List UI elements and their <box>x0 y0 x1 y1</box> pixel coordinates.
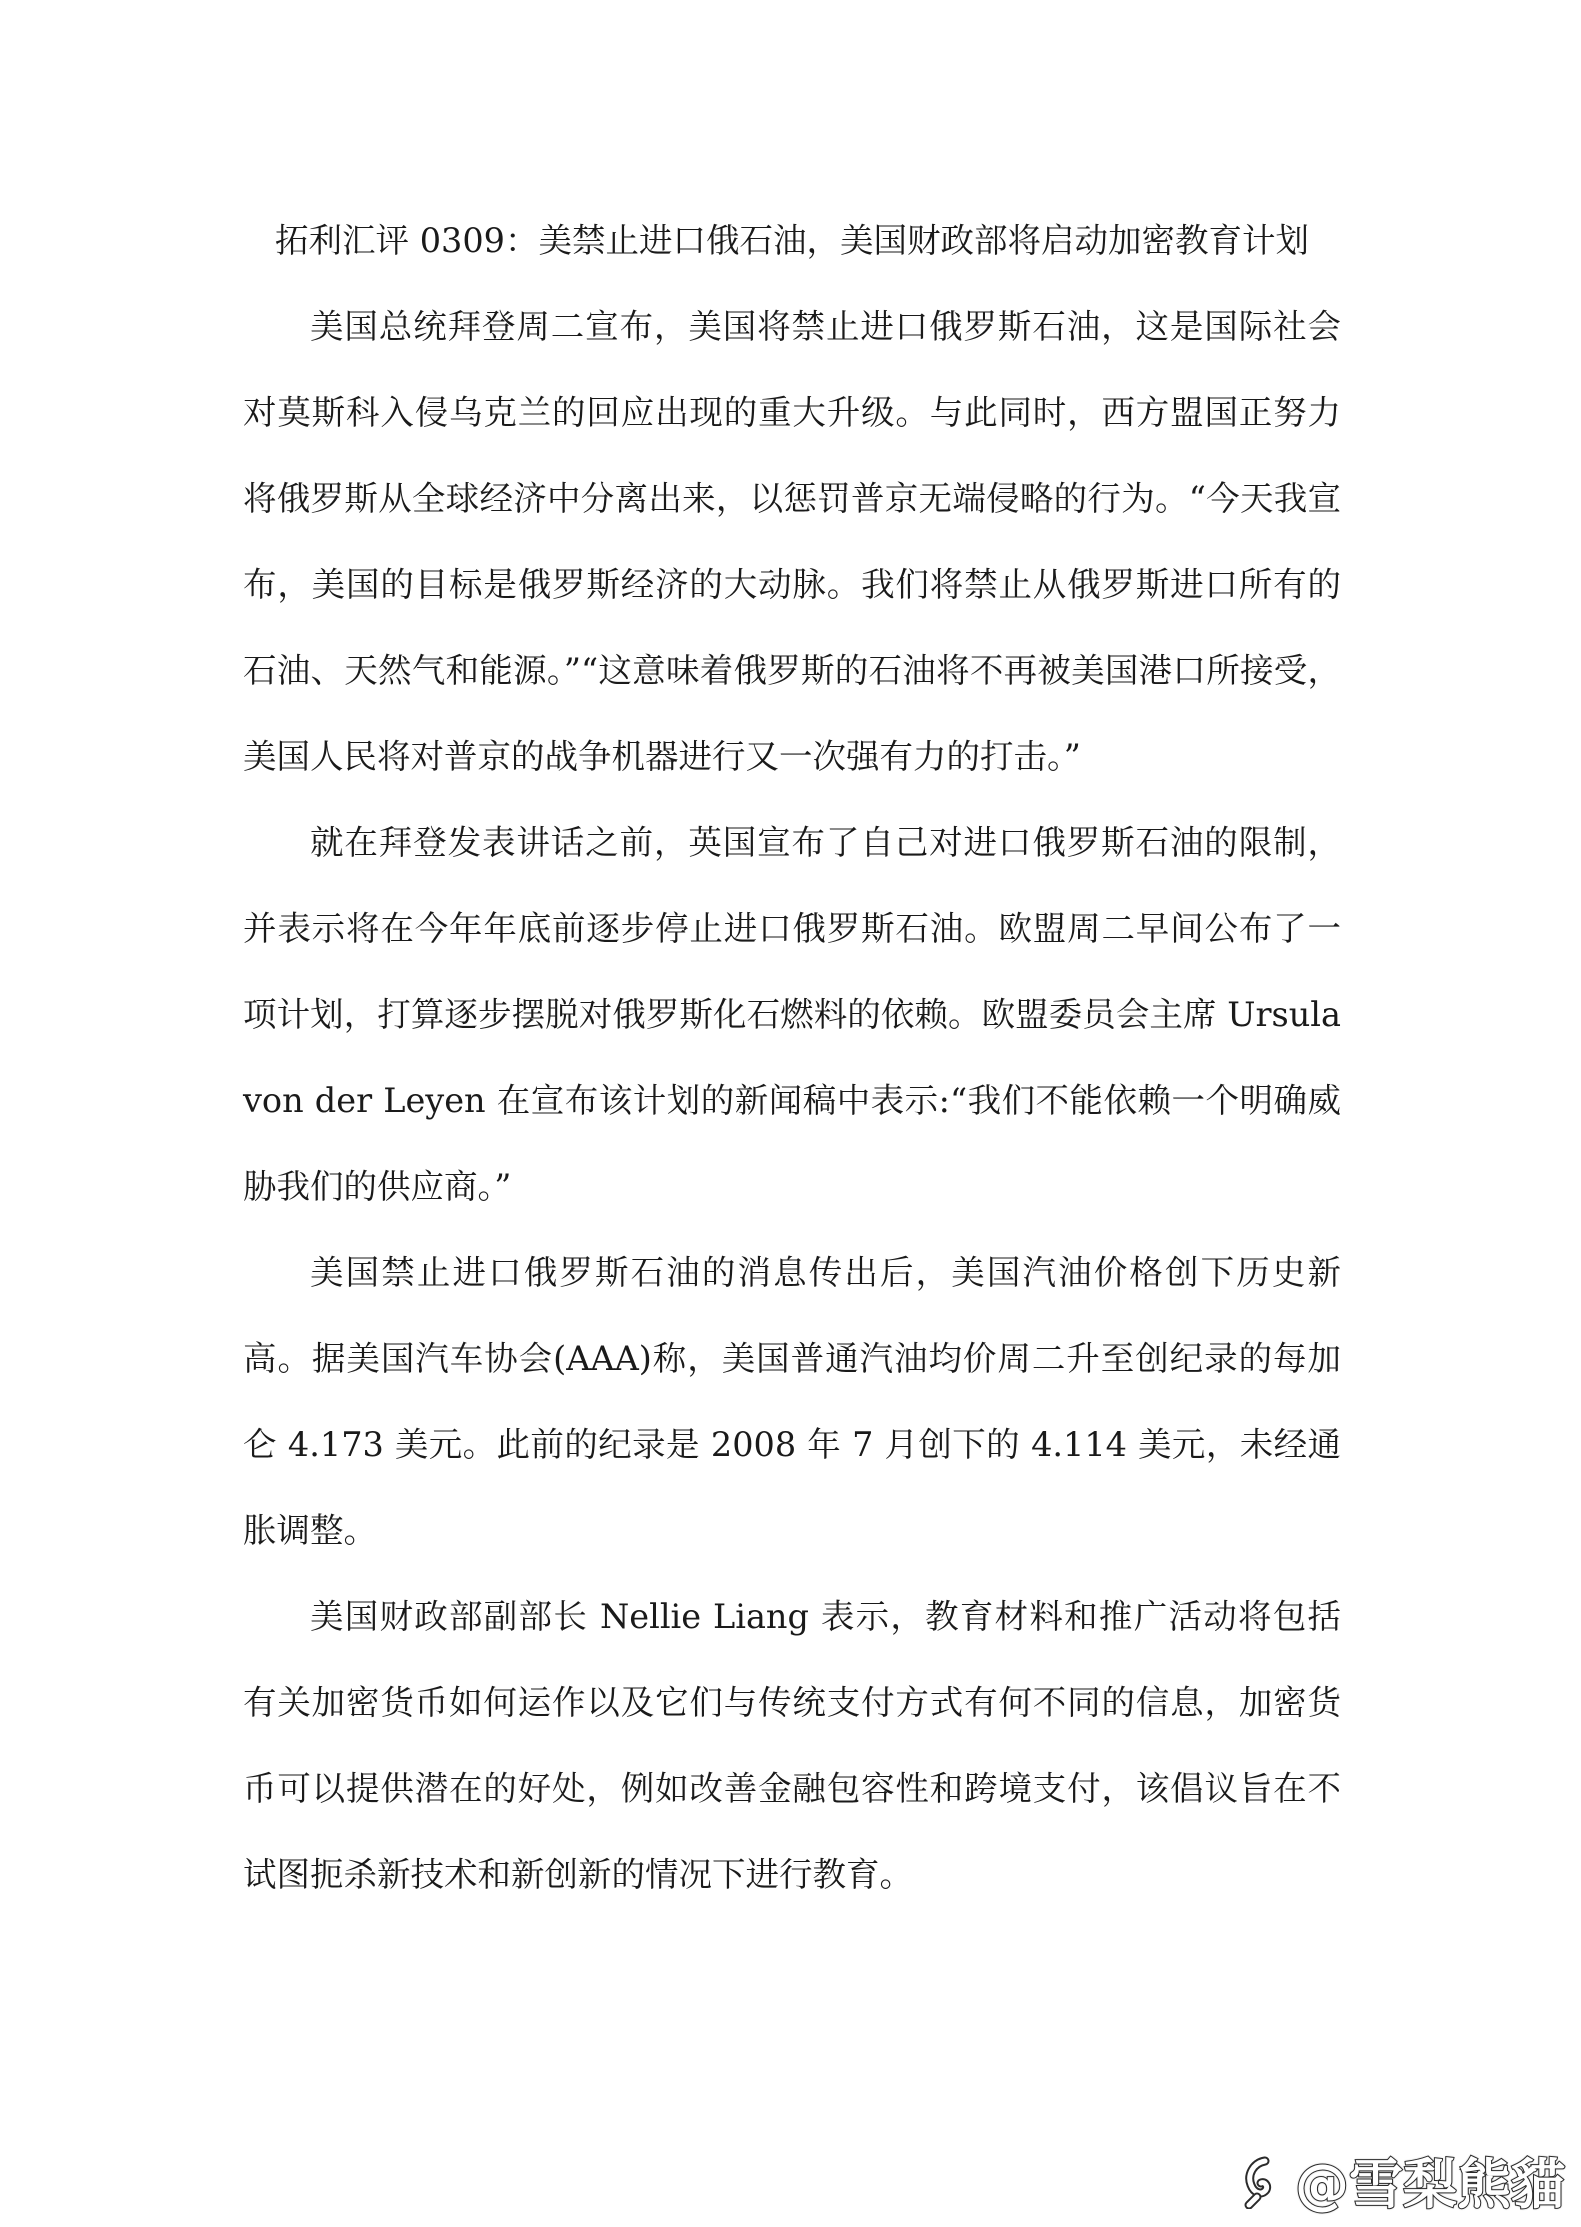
paragraph-4: 美国财政部副部长 Nellie Liang 表示，教育材料和推广活动将包括有关加密货币如何运作以及它们与传统支付方式有何不同的信息，加密货币可以提供潜在的好处，例如改善金融包容性和跨境支付，该倡议旨在不试图扼杀新技术和新创新的情况下进行教育。 <box>243 1597 1341 1894</box>
paragraph-3: 美国禁止进口俄罗斯石油的消息传出后，美国汽油价格创下历史新高。据美国汽车协会(AAA)称，美国普通汽油均价周二升至创纪录的每加仑 4.173 美元。此前的纪录是 2008 年 7 月创下的 4.114 美元，未经通胀调整。 <box>243 1253 1341 1550</box>
watermark-text: @雪梨熊貓 <box>1295 2153 1565 2216</box>
document-body <box>243 198 1341 1918</box>
watermark <box>1235 2142 1565 2219</box>
paragraph-1: 美国总统拜登周二宣布，美国将禁止进口俄罗斯石油，这是国际社会对莫斯科入侵乌克兰的回应出现的重大升级。与此同时，西方盟国正努力将俄罗斯从全球经济中分离出来，以惩罚普京无端侵略的行为。“今天我宣布，美国的目标是俄罗斯经济的大动脉。我们将禁止从俄罗斯进口所有的石油、天然气和能源。”“这意味着俄罗斯的石油将不再被美国港口所接受，美国人民将对普京的战争机器进行又一次强有力的打击。” <box>243 307 1341 776</box>
paragraph-2: 就在拜登发表讲话之前，英国宣布了自己对进口俄罗斯石油的限制，并表示将在今年年底前逐步停止进口俄罗斯石油。欧盟周二早间公布了一项计划，打算逐步摆脱对俄罗斯化石燃料的依赖。欧盟委员会主席 Ursula von der Leyen 在宣布该计划的新闻稿中表示:“我们不能依赖一个明确威胁我们的供应商。” <box>243 823 1341 1206</box>
snowball-logo-icon <box>1235 2153 1291 2209</box>
document-title: 拓利汇评 0309：美禁止进口俄石油，美国财政部将启动加密教育计划 <box>275 221 1309 260</box>
